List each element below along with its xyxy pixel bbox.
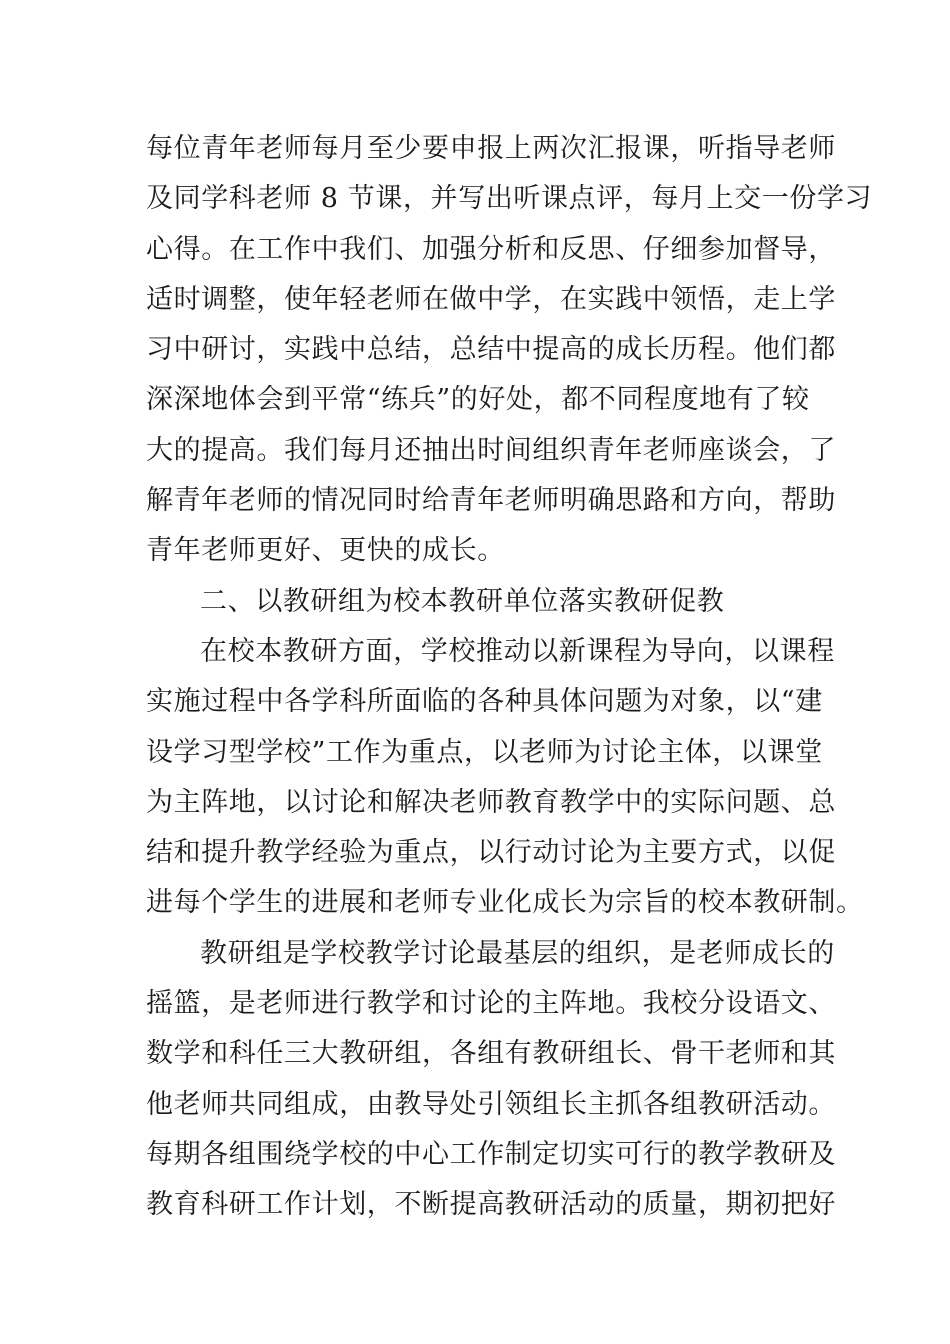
text-line: 数学和科任三大教研组，各组有教研组长、骨干老师和其 — [146, 1038, 836, 1070]
text-line: 实施过程中各学科所面临的各种具体问题为对象，以“建 — [146, 686, 823, 718]
text-line: 教研组是学校教学讨论最基层的组织，是老师成长的 — [200, 937, 835, 969]
text-line: 摇篮，是老师进行教学和讨论的主阵地。我校分设语文、 — [146, 988, 836, 1020]
text-line: 大的提高。我们每月还抽出时间组织青年老师座谈会，了 — [146, 434, 836, 466]
text-line: 他老师共同组成，由教导处引领组长主抓各组教研活动。 — [146, 1088, 836, 1120]
text-line: 深深地体会到平常“练兵”的好处，都不同程度地有了较 — [146, 384, 810, 416]
text-line: 及同学科老师 8 节课，并写出听课点评，每月上交一份学习 — [146, 183, 873, 215]
text-line: 适时调整，使年轻老师在做中学，在实践中领悟，走上学 — [146, 283, 836, 315]
text-line: 在校本教研方面，学校推动以新课程为导向，以课程 — [200, 635, 835, 667]
text-line: 心得。在工作中我们、加强分析和反思、仔细参加督导， — [146, 233, 836, 265]
text-line: 每位青年老师每月至少要申报上两次汇报课，听指导老师 — [146, 133, 836, 164]
text-line: 解青年老师的情况同时给青年老师明确思路和方向，帮助 — [146, 485, 836, 517]
text-line: 习中研讨，实践中总结，总结中提高的成长历程。他们都 — [146, 334, 836, 366]
text-line: 设学习型学校”工作为重点，以老师为讨论主体，以课堂 — [146, 736, 823, 768]
text-line: 结和提升教学经验为重点，以行动讨论为主要方式，以促 — [146, 837, 836, 869]
text-line: 每期各组围绕学校的中心工作制定切实可行的教学教研及 — [146, 1138, 836, 1170]
text-line: 教育科研工作计划，不断提高教研活动的质量，期初把好 — [146, 1189, 836, 1221]
text-line: 为主阵地，以讨论和解决老师教育教学中的实际问题、总 — [146, 786, 836, 818]
text-line: 二、以教研组为校本教研单位落实教研促教 — [200, 585, 725, 617]
text-line: 青年老师更好、更快的成长。 — [146, 535, 505, 567]
text-line: 进每个学生的进展和老师专业化成长为宗旨的校本教研制。 — [146, 887, 864, 919]
document-body — [146, 124, 873, 1231]
